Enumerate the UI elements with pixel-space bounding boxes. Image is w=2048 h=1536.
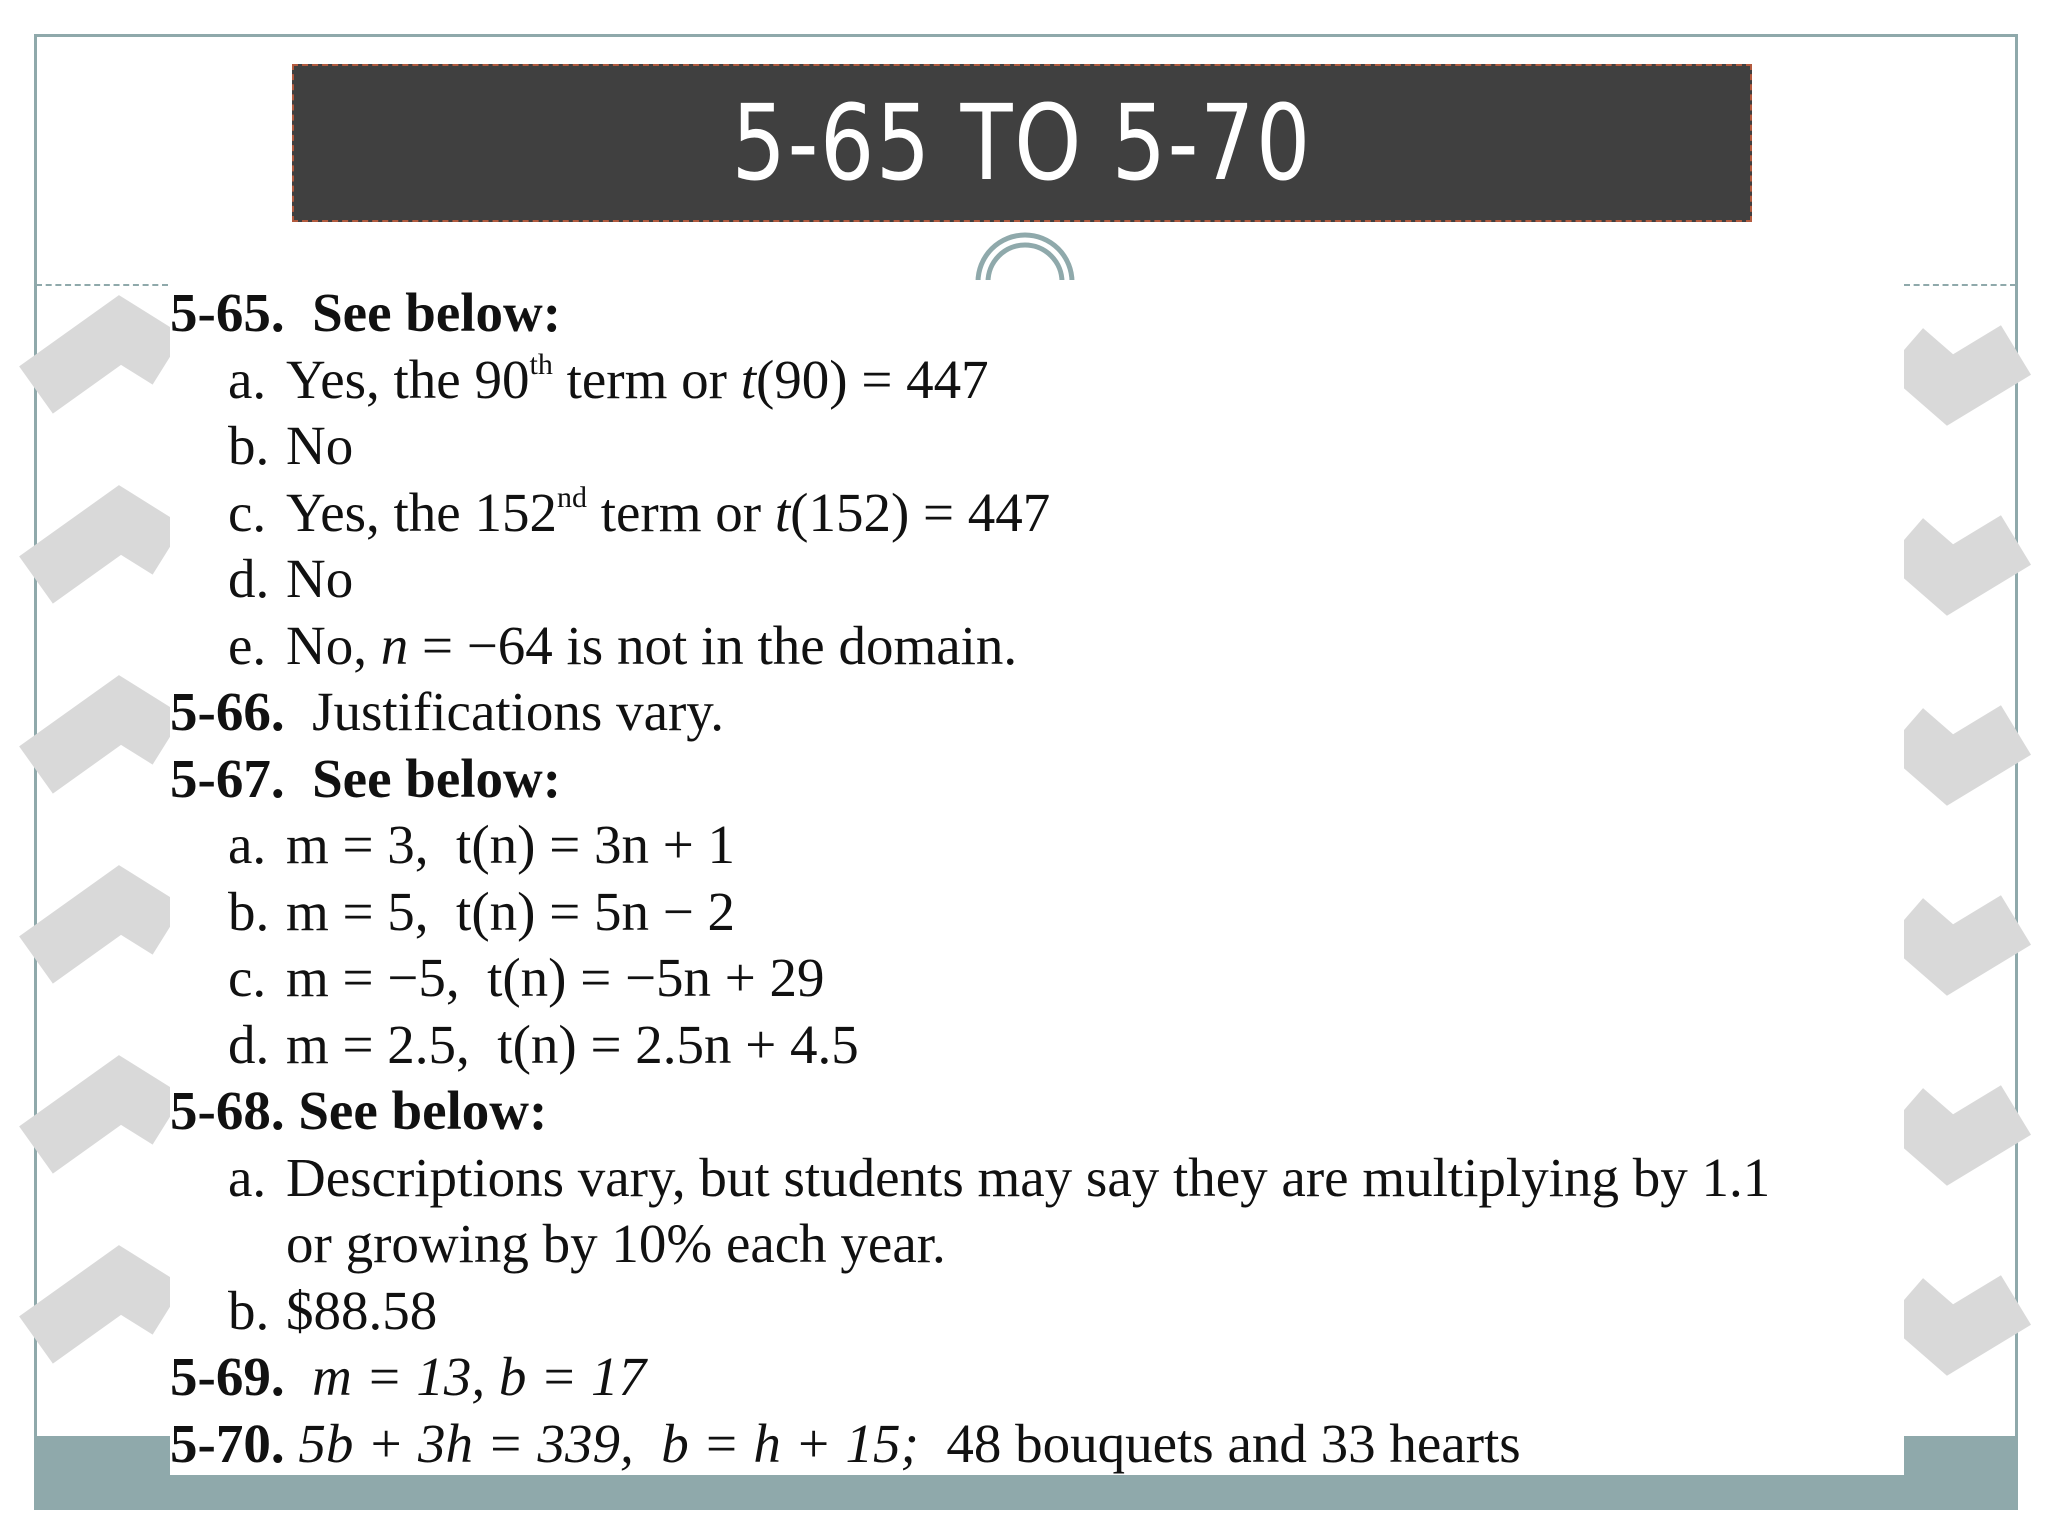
problem-5-66: 5-66. Justifications vary.	[170, 681, 724, 742]
chevron-right-1	[1904, 350, 2016, 390]
title-bar	[292, 64, 1752, 222]
answer-5-67-a: a. m = 3, t(n) = 3n + 1	[228, 814, 735, 875]
chevron-right-5	[1904, 1110, 2016, 1150]
chevron-right-4	[1904, 920, 2016, 960]
answer-5-68-a-line1: a. Descriptions vary, but students may say they are multiplying by 1.1	[228, 1146, 1771, 1208]
answer-5-68-b: b. $88.58	[228, 1279, 438, 1341]
chevron-left-4	[36, 900, 168, 960]
answer-5-67-c: c. m = −5, t(n) = −5n + 29	[228, 947, 825, 1008]
chevron-right-3	[1904, 730, 2016, 770]
divider-left	[36, 284, 168, 286]
problem-5-67-heading: 5-67. See below:	[170, 747, 562, 809]
problem-5-69: 5-69. m = 13, b = 17	[170, 1346, 647, 1407]
chevron-right-2	[1904, 540, 2016, 580]
problem-5-68-heading: 5-68. See below:	[170, 1080, 548, 1141]
chevron-left-3	[36, 710, 168, 770]
answer-5-65-a: a. Yes, the 90th term or t(90) = 447	[228, 347, 989, 410]
chevron-right-6	[1904, 1300, 2016, 1340]
answer-5-67-b: b. m = 5, t(n) = 5n − 2	[228, 880, 735, 942]
chevron-left-2	[36, 520, 168, 580]
divider-right	[1904, 284, 2016, 286]
answer-5-65-c: c. Yes, the 152nd term or t(152) = 447	[228, 480, 1051, 543]
answer-5-68-a-line2: or growing by 10% each year.	[286, 1213, 946, 1274]
arc-ornament-icon	[970, 226, 1080, 286]
answer-5-67-d: d. m = 2.5, t(n) = 2.5n + 4.5	[228, 1013, 859, 1075]
chevron-left-1	[36, 330, 168, 390]
answer-5-65-b: b. No	[228, 415, 354, 476]
problem-5-70: 5-70. 5b + 3h = 339, b = h + 15; 48 bouquets and 33 hearts	[170, 1412, 1521, 1474]
chevron-left-6	[36, 1280, 168, 1340]
answer-5-65-e: e. No, n = −64 is not in the domain.	[228, 614, 1018, 676]
answer-key	[170, 280, 1904, 1475]
problem-5-65-heading: 5-65. See below:	[170, 282, 562, 343]
slide-title: 5-65 TO 5-70	[731, 82, 1313, 204]
answer-5-65-d: d. No	[228, 548, 354, 609]
chevron-left-5	[36, 1090, 168, 1150]
